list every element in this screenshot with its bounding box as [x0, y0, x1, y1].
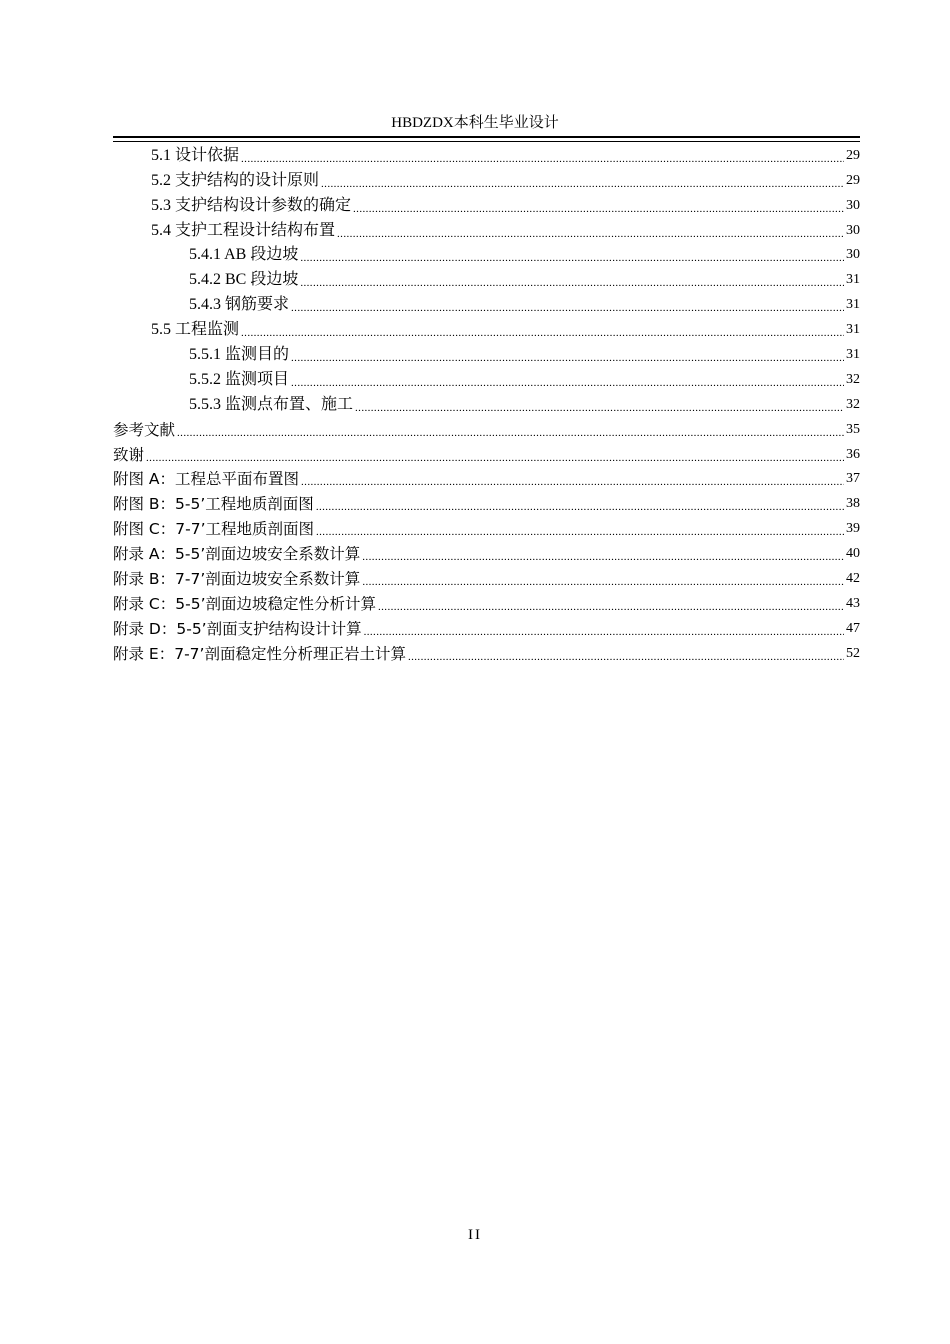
toc-dot-leader	[364, 619, 844, 639]
toc-entry[interactable]	[113, 440, 860, 465]
toc-dot-leader	[291, 295, 844, 315]
toc-entry-page: 31	[846, 322, 860, 338]
toc-entry-title: 5.4 支护工程设计结构布置	[151, 221, 336, 239]
toc-entry[interactable]	[113, 489, 860, 514]
toc-entry-title: 附图 B：5-5’工程地质剖面图	[113, 495, 314, 514]
toc-dot-leader	[362, 544, 844, 564]
page-number: II	[468, 1227, 482, 1243]
toc-dot-leader	[353, 196, 844, 216]
toc-entry-title: 附图 A：工程总平面布置图	[113, 470, 300, 489]
toc-entry[interactable]	[113, 564, 860, 589]
toc-entry-title: 5.3 支护结构设计参数的确定	[151, 196, 352, 214]
toc-entry-title: 5.5.1 监测目的	[189, 346, 290, 364]
toc-entry-page: 38	[846, 496, 860, 512]
toc-entry-title: 5.5 工程监测	[151, 321, 240, 339]
table-of-contents	[113, 141, 860, 664]
toc-entry[interactable]	[113, 539, 860, 564]
toc-entry-page: 30	[846, 222, 860, 238]
toc-dot-leader	[146, 445, 844, 465]
toc-entry[interactable]	[113, 265, 860, 290]
toc-entry[interactable]	[113, 614, 860, 639]
toc-entry-page: 31	[846, 272, 860, 288]
toc-dot-leader	[321, 171, 844, 191]
toc-entry-page: 42	[846, 571, 860, 587]
toc-entry-title: 附录 A：5-5’剖面边坡安全系数计算	[113, 545, 361, 564]
toc-dot-leader	[241, 320, 844, 340]
toc-dot-leader	[378, 594, 844, 614]
toc-entry-page: 37	[846, 471, 860, 487]
toc-entry-page: 31	[846, 297, 860, 313]
toc-entry-title: 5.2 支护结构的设计原则	[151, 171, 320, 189]
toc-entry-page: 39	[846, 521, 860, 537]
toc-entry-title: 5.5.3 监测点布置、施工	[189, 395, 354, 413]
toc-dot-leader	[291, 345, 844, 365]
toc-dot-leader	[241, 146, 844, 166]
toc-entry-page: 30	[846, 197, 860, 213]
toc-dot-leader	[337, 221, 844, 241]
toc-entry-title: 致谢	[113, 445, 145, 464]
toc-entry[interactable]	[113, 216, 860, 241]
toc-entry-title: 附录 B：7-7’剖面边坡安全系数计算	[113, 570, 361, 589]
toc-entry-title: 附录 E：7-7’剖面稳定性分析理正岩土计算	[113, 644, 406, 663]
toc-entry-page: 36	[846, 446, 860, 462]
toc-dot-leader	[291, 370, 844, 390]
toc-entry-page: 29	[846, 172, 860, 188]
toc-dot-leader	[316, 519, 844, 539]
toc-entry[interactable]	[113, 589, 860, 614]
toc-entry[interactable]	[113, 365, 860, 390]
toc-dot-leader	[300, 270, 844, 290]
toc-entry-title: 5.4.1 AB 段边坡	[189, 246, 299, 264]
toc-entry-title: 5.1 设计依据	[151, 146, 240, 164]
toc-dot-leader	[300, 245, 844, 265]
toc-entry-title: 附录 D：5-5’剖面支护结构设计计算	[113, 619, 362, 638]
toc-entry[interactable]	[113, 639, 860, 664]
toc-entry-page: 32	[846, 371, 860, 387]
toc-entry[interactable]	[113, 390, 860, 415]
toc-entry-page: 35	[846, 421, 860, 437]
toc-entry-title: 5.4.2 BC 段边坡	[189, 271, 299, 289]
toc-entry-title: 参考文献	[113, 420, 176, 439]
toc-entry-page: 30	[846, 247, 860, 263]
toc-entry-page: 29	[846, 147, 860, 163]
page-header: HBDZDX本科生毕业设计	[391, 115, 559, 131]
toc-dot-leader	[301, 469, 844, 489]
toc-dot-leader	[408, 644, 844, 664]
toc-entry-page: 32	[846, 396, 860, 412]
toc-dot-leader	[177, 420, 844, 440]
toc-entry-page: 40	[846, 546, 860, 562]
toc-dot-leader	[362, 569, 844, 589]
toc-entry-page: 43	[846, 595, 860, 611]
toc-entry-page: 31	[846, 347, 860, 363]
toc-entry[interactable]	[113, 315, 860, 340]
toc-entry[interactable]	[113, 141, 860, 166]
toc-entry-title: 附录 C：5-5’剖面边坡稳定性分析计算	[113, 594, 376, 613]
toc-entry[interactable]	[113, 290, 860, 315]
header-rule-thick	[113, 136, 860, 138]
toc-entry-title: 附图 C：7-7’工程地质剖面图	[113, 520, 314, 539]
toc-entry-page: 52	[846, 645, 860, 661]
toc-entry-title: 5.5.2 监测项目	[189, 370, 290, 388]
toc-entry-title: 5.4.3 钢筋要求	[189, 296, 290, 314]
toc-dot-leader	[355, 395, 844, 415]
toc-dot-leader	[316, 494, 844, 514]
toc-entry[interactable]	[113, 340, 860, 365]
toc-entry[interactable]	[113, 415, 860, 440]
toc-entry[interactable]	[113, 166, 860, 191]
toc-entry[interactable]	[113, 465, 860, 490]
toc-entry[interactable]	[113, 191, 860, 216]
toc-entry-page: 47	[846, 620, 860, 636]
toc-entry[interactable]	[113, 241, 860, 266]
toc-entry[interactable]	[113, 514, 860, 539]
